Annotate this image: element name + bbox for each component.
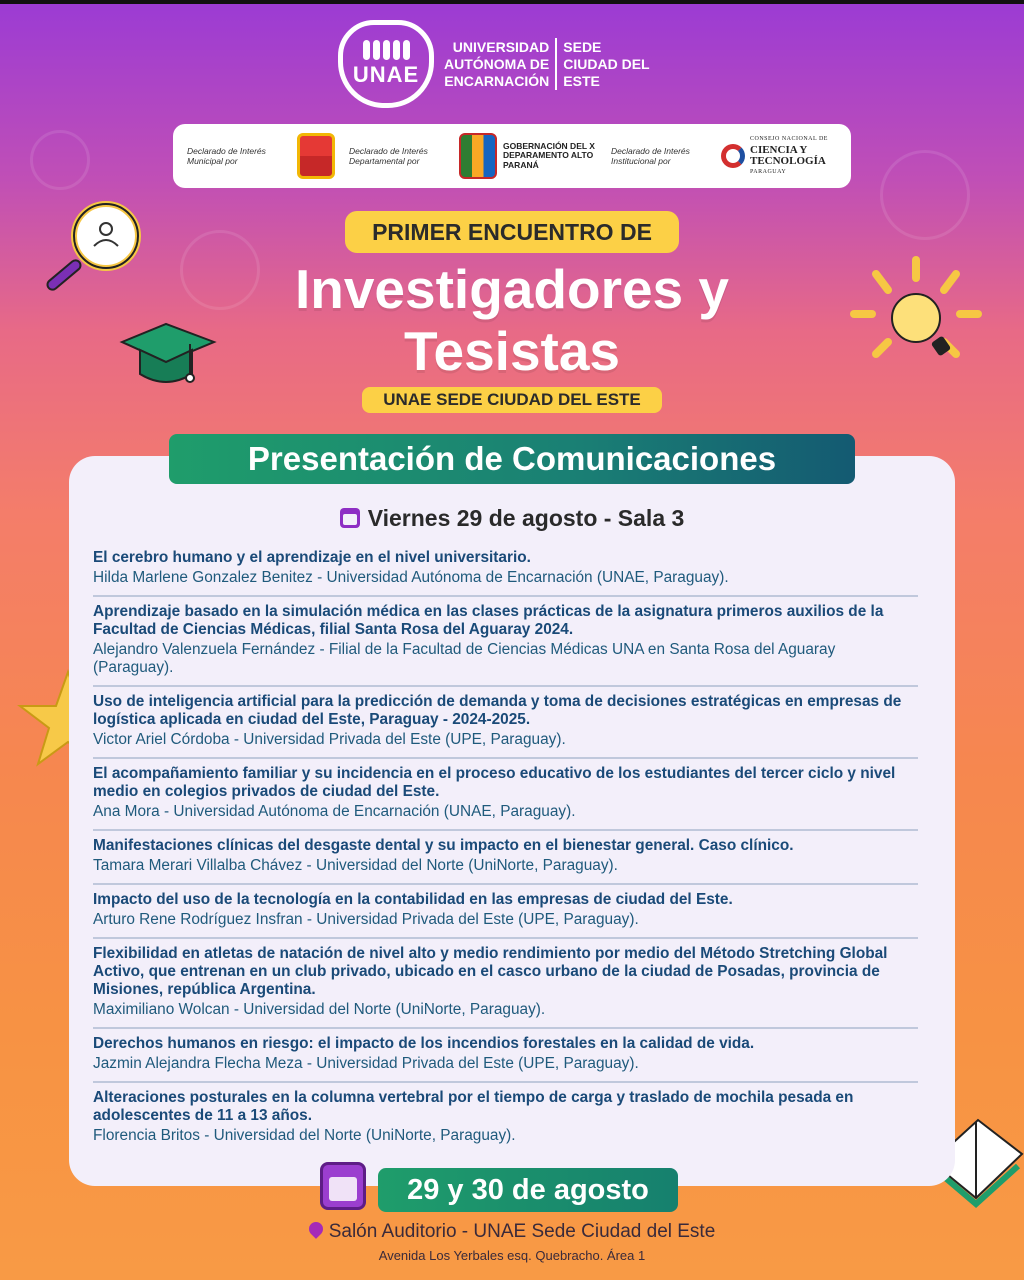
conacyt-label: CONSEJO NACIONAL DE xyxy=(750,136,828,142)
location-pin-icon xyxy=(306,1219,326,1239)
municipal-seal-icon xyxy=(297,133,335,179)
list-item xyxy=(93,891,918,939)
institutional-declaration: Declarado de Interés Institucional por xyxy=(611,146,690,166)
university-name xyxy=(444,39,549,90)
unae-shield-icon xyxy=(338,20,434,108)
list-item xyxy=(93,765,918,831)
endorsements-band xyxy=(173,124,851,188)
background-hourglass-decoration xyxy=(30,130,90,190)
gobernacion-name: GOBERNACIÓN DEL X DEPARAMENTO ALTO PARANÁ xyxy=(503,140,595,170)
presentation-title: El acompañamiento familiar y su incidencia en el proceso educativo de los estudiantes del tercer ciclo y nivel medio en colegios privados de ciudad del Este. xyxy=(93,765,896,800)
list-item xyxy=(93,549,918,597)
university-name-line: AUTÓNOMA DE xyxy=(444,55,550,72)
section-banner: Presentación de Comunicaciones xyxy=(169,434,855,484)
event-kicker: PRIMER ENCUENTRO DE xyxy=(345,211,679,253)
presentation-title: Manifestaciones clínicas del desgaste dental y su impacto en el bienestar general. Caso clínico. xyxy=(93,837,794,854)
session-day: Viernes 29 de agosto - Sala 3 xyxy=(367,505,685,531)
calendar-icon xyxy=(340,508,360,528)
logo-divider xyxy=(555,38,557,90)
list-item xyxy=(93,945,918,1029)
list-item xyxy=(93,603,918,687)
sede-name-line: ESTE xyxy=(563,72,600,89)
presentation-title: Flexibilidad en atletas de natación de nivel alto y medio rendimiento por medio del Método Stretching Global Activo, que entrenan en un club privado, ubicado en el casco urbano de la ciudad de Posadas, provincia de Misiones, república Argentina. xyxy=(93,945,888,998)
gobernacion-seal-icon xyxy=(459,133,497,179)
departmental-declaration: Declarado de Interés Departamental por xyxy=(349,146,428,166)
conacyt-emblem-icon xyxy=(721,144,745,168)
list-item xyxy=(93,693,918,759)
presentation-author: Ana Mora - Universidad Autónoma de Encarnación (UNAE, Paraguay). xyxy=(93,803,576,820)
logo-text: UNAE xyxy=(352,62,420,87)
presentation-author: Jazmin Alejandra Flecha Meza - Universidad Privada del Este (UPE, Paraguay). xyxy=(93,1055,639,1072)
presentation-title: Alteraciones posturales en la columna vertebral por el tiempo de carga y traslado de mochila pesada en adolescentes de 11 a 13 años. xyxy=(93,1089,854,1124)
presentation-author: Florencia Britos - Universidad del Norte (UniNorte, Paraguay). xyxy=(93,1127,516,1144)
presentations-list xyxy=(93,549,918,1159)
sede-name xyxy=(563,39,649,90)
presentation-title: Impacto del uso de la tecnología en la contabilidad en las empresas de ciudad del Este. xyxy=(93,891,733,908)
university-name-line: UNIVERSIDAD xyxy=(452,38,550,55)
list-item xyxy=(93,837,918,885)
presentation-title: Uso de inteligencia artificial para la predicción de demanda y toma de decisiones estratégicas en empresas de logística aplicada en ciudad del Este, Paraguay - 2024-2025. xyxy=(93,693,902,728)
venue-name: Salón Auditorio - UNAE Sede Ciudad del Este xyxy=(328,1221,716,1242)
list-item xyxy=(93,1089,918,1153)
municipal-declaration: Declarado de Interés Municipal por xyxy=(187,146,266,166)
university-name-line: ENCARNACIÓN xyxy=(444,72,550,89)
presentation-author: Maximiliano Wolcan - Universidad del Norte (UniNorte, Paraguay). xyxy=(93,1001,546,1018)
venue xyxy=(0,1220,1024,1244)
presentation-author: Alejandro Valenzuela Fernández - Filial de la Facultad de Ciencias Médicas UNA en Santa Rosa del Aguaray (Paraguay). xyxy=(93,641,836,676)
presentation-title: Aprendizaje basado en la simulación médica en las clases prácticas de la asignatura primeros auxilios de la Facultad de Ciencias Médicas, filial Santa Rosa del Aguaray 2024. xyxy=(93,603,884,638)
presentation-title: El cerebro humano y el aprendizaje en el nivel universitario. xyxy=(93,549,531,566)
calendar-icon xyxy=(320,1162,366,1210)
event-title: Investigadores y xyxy=(294,258,730,320)
event-sede: UNAE SEDE CIUDAD DEL ESTE xyxy=(362,387,662,413)
event-dates: 29 y 30 de agosto xyxy=(378,1168,678,1212)
conacyt-label: TECNOLOGÍA xyxy=(750,155,826,167)
session-heading xyxy=(0,502,1024,534)
sede-name-line: CIUDAD DEL xyxy=(563,55,650,72)
conacyt-label: CIENCIA Y xyxy=(750,144,808,156)
background-target-decoration xyxy=(880,150,970,240)
presentation-author: Victor Ariel Córdoba - Universidad Privada del Este (UPE, Paraguay). xyxy=(93,731,566,748)
venue-address: Avenida Los Yerbales esq. Quebracho. Área 1 xyxy=(378,1248,646,1263)
presentation-author: Tamara Merari Villalba Chávez - Universidad del Norte (UniNorte, Paraguay). xyxy=(93,857,618,874)
top-edge xyxy=(0,0,1024,4)
conacyt-logo xyxy=(721,134,828,178)
university-logo xyxy=(338,20,650,108)
sede-name-line: SEDE xyxy=(563,38,602,55)
presentation-author: Hilda Marlene Gonzalez Benitez - Universidad Autónoma de Encarnación (UNAE, Paraguay). xyxy=(93,569,729,586)
presentation-author: Arturo Rene Rodríguez Insfran - Universidad Privada del Este (UPE, Paraguay). xyxy=(93,911,639,928)
event-title: Tesistas xyxy=(403,320,621,382)
list-item xyxy=(93,1035,918,1083)
conacyt-country: PARAGUAY xyxy=(750,169,787,175)
presentation-title: Derechos humanos en riesgo: el impacto de los incendios forestales en la calidad de vida. xyxy=(93,1035,755,1052)
